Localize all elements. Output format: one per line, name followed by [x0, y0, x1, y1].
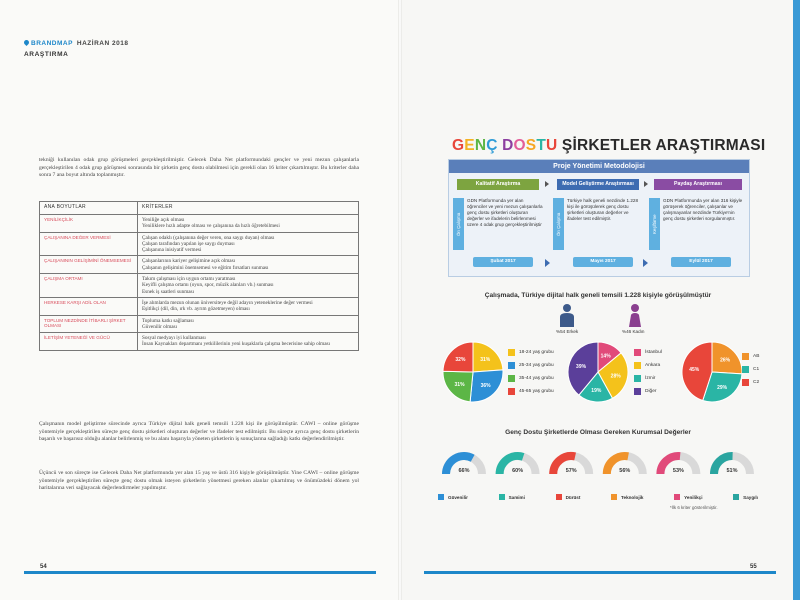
legend-item	[508, 385, 554, 398]
criterion-text: Topluma katkı sağlaması	[142, 317, 194, 324]
legend-swatch	[742, 379, 749, 386]
pie-label: 29%	[717, 384, 728, 391]
dimension-cell: HERKESE KARŞI ADİL OLAN	[40, 297, 138, 315]
title-segment: O	[513, 137, 526, 154]
stage-date: Eylül 2017	[671, 257, 731, 267]
stage-description: GDN Platformunda yer alan 316 kişiyle görüşerek öğrenciler, çalışanlar ve çalışmayanlar nezdinde Türkiye'nin genç dostu şirketleri sorgulanmıştır.	[663, 198, 743, 221]
legend-swatch	[611, 494, 617, 500]
sample-title: Çalışmada, Türkiye dijital halk geneli temsili 1.228 kişiyle görüşülmüştür	[484, 292, 712, 299]
age-pie-chart	[441, 340, 505, 404]
legend-item	[508, 372, 554, 385]
pie-label: 14%	[600, 353, 611, 360]
table-row	[40, 232, 359, 256]
gauge-value: 57%	[565, 468, 577, 474]
value-legend-item	[611, 494, 643, 500]
criterion-text: Çalışan tarafından yapılan işe saygı duyması	[142, 240, 235, 247]
legend-swatch	[438, 494, 444, 500]
table-row	[40, 274, 359, 298]
legend-label: 45-65 yaş grubu	[519, 389, 554, 394]
page-number-left: 54	[40, 564, 47, 570]
legend-item	[508, 359, 554, 372]
legend-item	[508, 346, 554, 359]
title-segment: Ç	[486, 137, 503, 154]
legend-swatch	[508, 375, 515, 382]
city-legend	[634, 346, 662, 398]
legend-label: İzmir	[645, 376, 656, 381]
legend-swatch	[634, 362, 641, 369]
legend-label: C2	[753, 380, 760, 385]
value-label: Güvenilir	[448, 494, 468, 500]
values-title: Genç Dostu Şirketlerde Olması Gereken Kurumsal Değerler	[505, 429, 691, 436]
criterion-text: Sosyal medyayı iyi kullanması	[142, 335, 206, 342]
criterion-text: Yeniliğe açık olması	[142, 217, 185, 223]
legend-item	[634, 372, 662, 385]
legend-label: Ankara	[645, 363, 661, 368]
stage-date: Mayıs 2017	[573, 257, 633, 267]
female-person-icon	[628, 303, 642, 327]
gauge-value: 60%	[512, 468, 524, 474]
legend-swatch	[499, 494, 505, 500]
legend-swatch	[508, 388, 515, 395]
stage-label: Paydaş Araştırması	[654, 179, 742, 190]
criterion-text: Çalışan odaklı (çalışanına değer veren, ona saygı duyan) olması	[142, 234, 275, 241]
footer-bar-right	[424, 571, 776, 574]
methodology-title: Proje Yönetimi Metodolojisi	[449, 160, 749, 173]
arrow-right-icon	[545, 259, 550, 267]
criterion-text: Esnek iş saatleri sunması	[142, 288, 195, 295]
page-number-right: 55	[750, 564, 757, 570]
pie-label: 28%	[610, 373, 621, 380]
value-legend-item	[438, 494, 468, 500]
table-row	[40, 297, 359, 315]
pie-label: 19%	[591, 387, 602, 394]
criteria-cell	[138, 297, 359, 315]
city-pie-chart	[566, 340, 630, 404]
criterion-text: Yeniliklere hızlı adapte olması ve çalışanına da hızlı öğretebilmesi	[142, 223, 280, 230]
criteria-table	[39, 201, 359, 351]
ses-pie-chart	[680, 340, 744, 404]
criterion-text: İnsan Kaynakları departmanı yetkililerinin yeni kuşaklarla çalışma becerisine sahip olması	[142, 341, 330, 348]
legend-item	[742, 376, 759, 389]
stage-label: Model Geliştirme Araştırması	[557, 179, 639, 190]
title-segment: D	[502, 137, 514, 154]
value-legend-item	[499, 494, 525, 500]
criterion-text: İşe alımlarda mezun olunan üniversiteye değil adayın yeteneklerine değer vermesi	[142, 299, 313, 306]
stage-description: GDN Platformunda yer alan öğrenciler ve yeni mezun çalışanlarla genç dostu şirketleri oluşturan değerler ve ifadelerin belirlenmesi üzere 4 odak grup gerçekleştirilmiştir	[467, 198, 543, 227]
dimension-cell: ÇALIŞMA ORTAMI	[40, 274, 138, 298]
legend-label: 18-24 yaş grubu	[519, 350, 554, 355]
stage-side-label: Ön Çalışma	[453, 198, 464, 250]
issue-date: HAZİRAN 2018	[76, 40, 129, 47]
stage-date: Şubat 2017	[473, 257, 533, 267]
dimension-cell: ÇALIŞANINA DEĞER VERMESİ	[40, 232, 138, 256]
age-legend	[508, 346, 554, 398]
legend-label: Diğer	[645, 389, 657, 394]
value-label: Saygılı	[743, 494, 758, 500]
table-header: KRİTERLER	[138, 202, 359, 215]
brand-logo: BRANDMAP	[31, 40, 73, 47]
legend-label: C1	[753, 367, 760, 372]
legend-swatch	[674, 494, 680, 500]
dimension-cell: ÇALIŞANININ GELİŞİMİNİ ÖNEMSEMESİ	[40, 256, 138, 274]
title-segment: E	[464, 137, 475, 154]
footnote: *İlk 6 kriter gösterilmiştir.	[670, 505, 718, 510]
gauge-value: 56%	[619, 468, 631, 474]
value-legend-item	[733, 494, 758, 500]
female-share: %46 Kadın	[622, 329, 645, 334]
value-label: Teknolojik	[621, 494, 644, 500]
title-segment: ŞİRKETLER ARAŞTIRMASI	[561, 137, 766, 154]
criteria-cell	[138, 274, 359, 298]
legend-label: İstanbul	[645, 350, 662, 355]
criteria-cell	[138, 256, 359, 274]
stage-side-label: Keşiftirme	[649, 198, 660, 250]
edge-tab	[793, 0, 800, 600]
book-gutter	[398, 0, 402, 600]
legend-item	[742, 363, 759, 376]
criterion-text: Çalışanlarının kariyer gelişimine açık olması	[142, 258, 236, 265]
gauge-value: 53%	[672, 468, 684, 474]
criterion-text: Keyifli çalışma ortamı (oyun, spor, müzik alanları vb.) sunması	[142, 282, 274, 289]
legend-label: AB	[753, 354, 760, 359]
male-share: %54 Erkek	[556, 329, 579, 334]
pie-label: 45%	[689, 367, 700, 374]
stage-description: Türkiye halk geneli nezdinde 1.228 kişi ile görüşülerek genç dostu şirketleri oluşturan değerler ve ifadeler test edilmiştir.	[567, 198, 638, 221]
legend-label: 35-44 yaş grubu	[519, 376, 554, 381]
legend-item	[742, 350, 759, 363]
legend-item	[634, 385, 662, 398]
methodology-panel	[448, 159, 750, 277]
table-row	[40, 256, 359, 274]
table-body	[40, 215, 359, 351]
arrow-right-icon	[643, 259, 648, 267]
criterion-text: Takım çalışması için uygun ortamı yaratması	[142, 276, 236, 283]
criteria-cell	[138, 315, 359, 333]
gauge-value: 66%	[458, 468, 470, 474]
report-title	[452, 137, 765, 155]
legend-swatch	[634, 375, 641, 382]
criteria-cell	[138, 232, 359, 256]
title-segment: N	[474, 137, 487, 154]
table-row	[40, 215, 359, 233]
value-label: Yenilikçi	[684, 494, 703, 500]
legend-swatch	[742, 353, 749, 360]
dimension-cell: YENİLİKÇİLİK	[40, 215, 138, 233]
value-legend-item	[556, 494, 581, 500]
criterion-text: Çalışanın gelişimini önemsemesi ve eğitim fırsatları sunması	[142, 264, 269, 271]
criteria-cell	[138, 215, 359, 233]
criteria-cell	[138, 333, 359, 351]
pie-label: 32%	[455, 357, 466, 364]
final-paragraph: Üçüncü ve son süreçte ise Gelecek Daha Net platformunda yer alan 15 yaş ve üstü 316 kişiyle görüşülmüştür. Yine CAWI – online görüşme yöntemiyle gerçekleştirilen süreçte genç dostu olmak isteyen şirketlerin yönetmesi gereken alanlar çıkartılmış ve önümüzdeki dönem yol haritalarına veri sağlayacak değerlendirmeler yapılmıştır.	[39, 470, 359, 492]
legend-swatch	[556, 494, 562, 500]
pie-label: 31%	[454, 381, 465, 388]
legend-swatch	[634, 349, 641, 356]
legend-swatch	[742, 366, 749, 373]
section-label: ARAŞTIRMA	[24, 51, 69, 58]
criterion-text: Güvenilir olması	[142, 323, 178, 330]
legend-label: 25-34 yaş grubu	[519, 363, 554, 368]
value-label: Samimi	[508, 494, 525, 500]
pie-label: 39%	[576, 363, 587, 370]
stage-side-label: Ön Çalışma	[553, 198, 564, 250]
stage-label: Kalitatif Araştırma	[457, 179, 539, 190]
value-label: Dürüst	[565, 494, 581, 500]
value-legend-item	[674, 494, 702, 500]
ses-legend	[742, 350, 759, 389]
legend-swatch	[508, 362, 515, 369]
intro-paragraph: tekniği kullanılan odak grup görüşmeleri gerçekleştirilmiştir. Gelecek Daha Net platformundaki gençler ve yeni mezun çalışanlarla gerçekleştirilen 4 odak grup görüşmesi sonrasında bir şirketin genç dostu olabilmesi için gerekli olan 16 kriter çıkartılmıştır. Bu kriterler daha sonra 7 ana boyut altında toplanmıştır.	[39, 157, 359, 179]
table-row	[40, 315, 359, 333]
title-segment: T	[536, 137, 547, 154]
legend-item	[634, 346, 662, 359]
legend-swatch	[508, 349, 515, 356]
values-gauges	[438, 448, 758, 494]
pie-label: 26%	[720, 357, 731, 364]
dimension-cell: TOPLUM NEZDİNDE İTİBARLI ŞİRKET OLMASI	[40, 315, 138, 333]
magazine-header	[24, 40, 128, 47]
footer-bar-left	[24, 571, 376, 574]
title-segment: G	[452, 137, 465, 154]
map-pin-icon	[23, 39, 30, 46]
arrow-right-icon	[644, 181, 648, 187]
pie-label: 36%	[480, 382, 491, 389]
gauge-value: 51%	[726, 468, 738, 474]
method-paragraph: Çalışmanın model geliştirme sürecinde ayrıca Türkiye dijital halk geneli temsili 1.228 kişi ile görüşülmüştür. CAWI – online görüşme yöntemiyle gerçekleştirilen süreçte genç dostu şirketleri oluşturan değerler ve ifadeler test edilmiştir. Bu süreçte ayrıca genç dostu şirketlerin başarılı ve başarısız olduğu alanlar belirlenmiş ve bu alanı başarıyla yöneten şirketlerin iş sonuçlarına sağladığı katkı değerlendirilmiştir.	[39, 421, 359, 443]
pie-label: 31%	[480, 356, 491, 363]
title-segment: U	[546, 137, 562, 154]
table-header: ANA BOYUTLAR	[40, 202, 138, 215]
criterion-text: Eşitlikçi (dil, din, ırk vb. ayrım gözetmeyen) olması	[142, 306, 250, 313]
legend-swatch	[733, 494, 739, 500]
title-segment: S	[525, 137, 537, 154]
values-legend	[438, 494, 758, 500]
arrow-right-icon	[545, 181, 549, 187]
table-row	[40, 333, 359, 351]
legend-swatch	[634, 388, 641, 395]
right-page	[400, 0, 800, 600]
dimension-cell: İLETİŞİM YETENEĞİ VE GÜCÜ	[40, 333, 138, 351]
legend-item	[634, 359, 662, 372]
table-header-row	[40, 202, 359, 215]
criterion-text: Çalışanına inisiyatif vermesi	[142, 247, 202, 254]
male-person-icon	[560, 303, 574, 327]
